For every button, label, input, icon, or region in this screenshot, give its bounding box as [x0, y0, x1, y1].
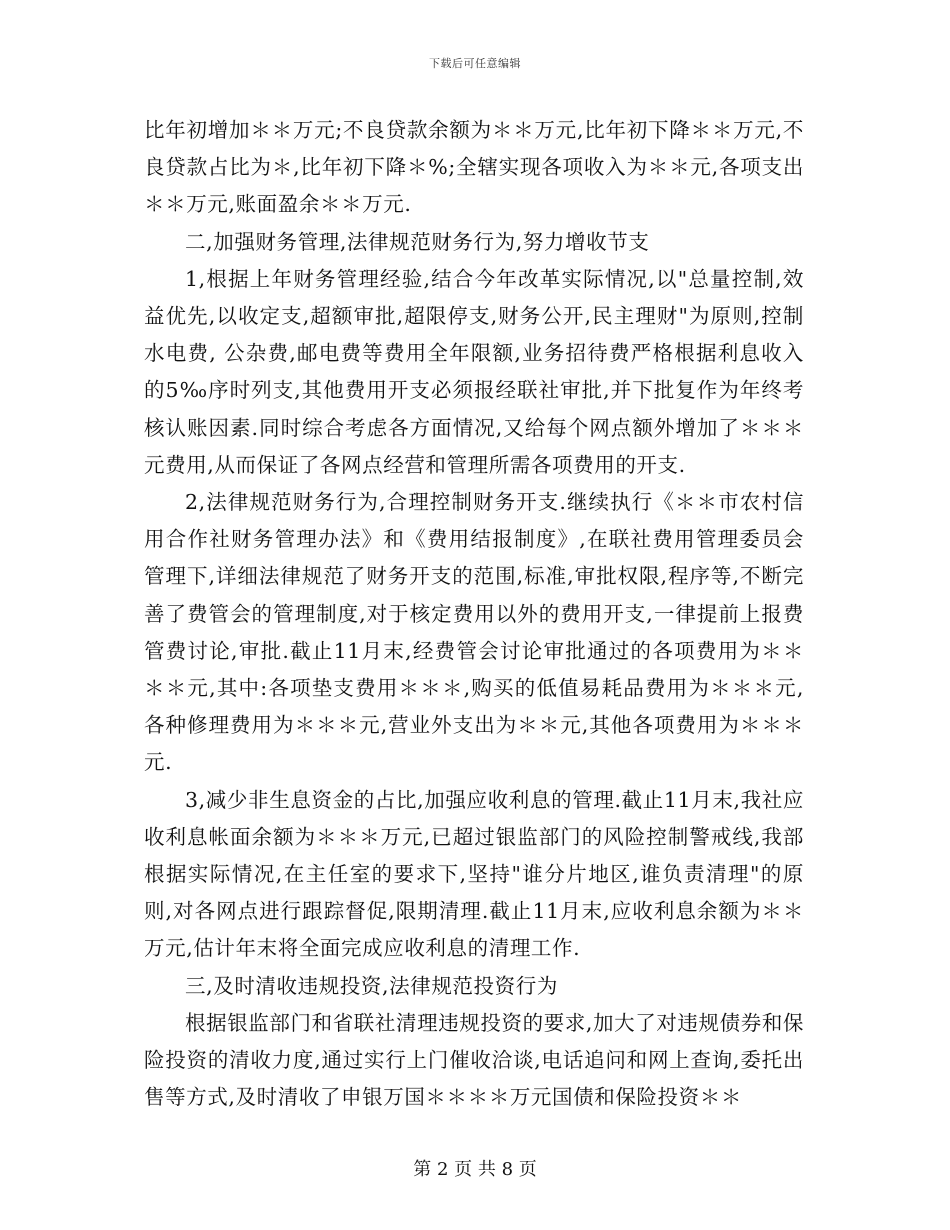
paragraph-item-3: 3,减少非生息资金的占比,加强应收利息的管理.截止11月末,我社应收利息帐面余额为＊＊＊万元,已超过银监部门的风险控制警戒线,我部根据实际情况,在主任室的要求下,坚持"谁分片地区,谁负责清理"的原则,对各网点进行跟踪督促,限期清理.截止11月末,应收利息余额为＊＊万元,估计年末将全面完成应收利息的清理工作. [144, 787, 804, 961]
section-heading-2: 二,加强财务管理,法律规范财务行为,努力增收节支 [185, 229, 650, 254]
paragraph-investment: 根据银监部门和省联社清理违规投资的要求,加大了对违规债券和保险投资的清收力度,通过实行上门催收洽谈,电话追问和网上查询,委托出售等方式,及时清收了申银万国＊＊＊＊万元国债和保险投资＊＊ [144, 1010, 805, 1110]
header-note: 下载后可任意编辑 [429, 57, 521, 70]
section-heading-3: 三,及时清收违规投资,法律规范投资行为 [185, 973, 558, 998]
document-body [144, 112, 804, 1116]
paragraph-item-1: 1,根据上年财务管理经验,结合今年改革实际情况,以"总量控制,效益优先,以收定支,超额审批,超限停支,财务公开,民主理财"为原则,控制水电费, 公杂费,邮电费等费用全年限额,业务招待费严格根据利息收入的5‰序时列支,其他费用开支必须报经联社审批,并下批复作为年终考核认账因素.同时综合考虑各方面情况,又给每个网点额外增加了＊＊＊元费用,从而保证了各网点经营和管理所需各项费用的开支. [144, 266, 804, 477]
paragraph-continuation: 比年初增加＊＊万元;不良贷款余额为＊＊万元,比年初下降＊＊万元,不良贷款占比为＊,比年初下降＊%;全辖实现各项收入为＊＊元,各项支出＊＊万元,账面盈余＊＊万元. [144, 118, 804, 217]
paragraph-item-2: 2,法律规范财务行为,合理控制财务开支.继续执行《＊＊市农村信用合作社财务管理办法》和《费用结报制度》,在联社费用管理委员会管理下,详细法律规范了财务开支的范围,标准,审批权限,程序等,不断完善了费管会的管理制度,对于核定费用以外的费用开支,一律提前上报费管费讨论,审批.截止11月末,经费管会讨论审批通过的各项费用为＊＊＊＊元,其中:各项垫支费用＊＊＊,购买的低值易耗品费用为＊＊＊元,各种修理费用为＊＊＊元,营业外支出为＊＊元,其他各项费用为＊＊＊元. [144, 490, 804, 775]
page-number-footer: 第 2 页 共 8 页 [413, 1159, 537, 1180]
